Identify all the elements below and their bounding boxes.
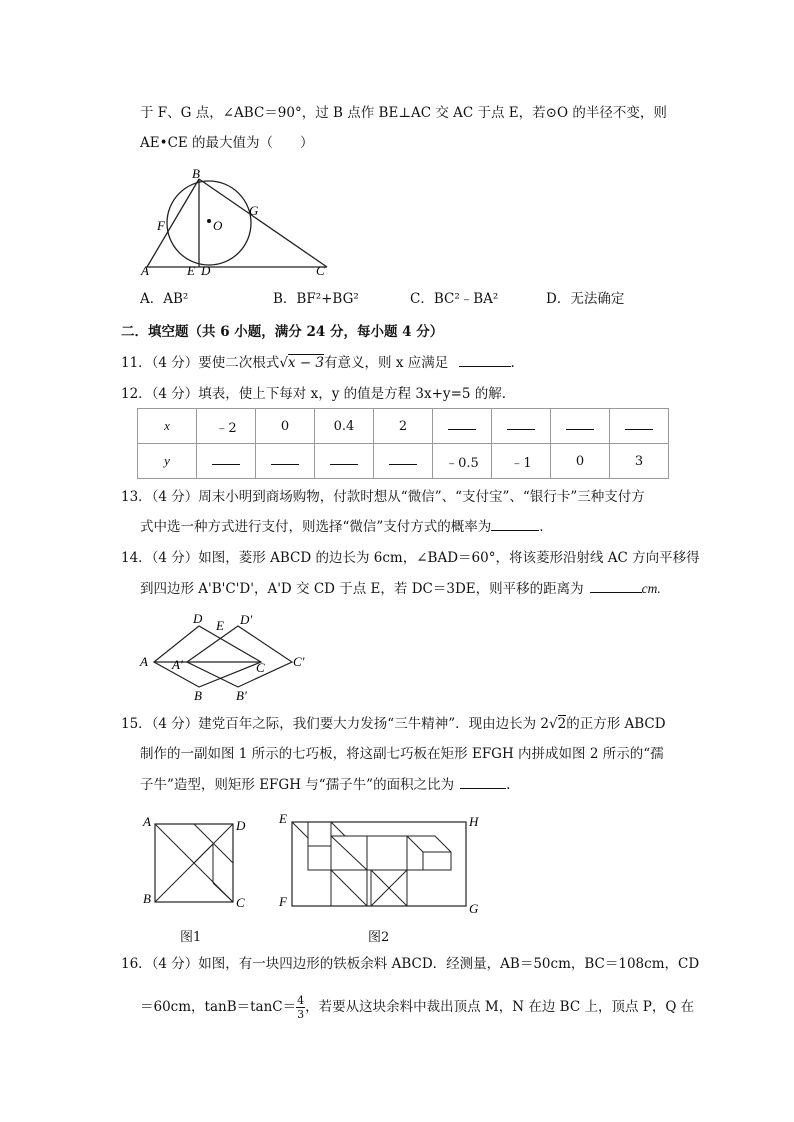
q15-line2: 制作的一副如图 1 所示的七巧板，将这副七巧板在矩形 EFGH 内拼成如图 2 所示的“孺 bbox=[140, 746, 664, 762]
q15-fig2-caption: 图2 bbox=[368, 930, 390, 945]
q12-y-blank-cell bbox=[374, 444, 433, 479]
q10-label-d: D bbox=[201, 263, 211, 276]
q15-tangram-figure-1 bbox=[140, 812, 260, 912]
q13-line1: 13．（4 分）周末小明到商场购物，付款时想从“微信”、“支付宝”、“银行卡”三种支付方 bbox=[121, 489, 645, 505]
table-row bbox=[138, 409, 669, 444]
q15-radical: √2 bbox=[549, 716, 567, 732]
q12-y-cell: ﹣0.5 bbox=[433, 444, 492, 479]
q15-fig2-label-h: H bbox=[469, 814, 479, 829]
q16-line1: 16．（4 分）如图，有一块四边形的铁板余料 ABCD．经测量，AB＝50cm，BC＝108cm，CD bbox=[121, 956, 700, 972]
q10-label-c: C bbox=[316, 263, 325, 276]
q10-label-a: A bbox=[141, 263, 149, 276]
q10-label-o: O bbox=[213, 218, 223, 233]
q15-fig2-label-g: G bbox=[469, 901, 479, 916]
q10-label-b: B bbox=[192, 166, 200, 181]
q10-label-e: E bbox=[187, 263, 195, 276]
q15-fig1-label-a: A bbox=[143, 814, 151, 829]
q14-line2: 到四边形 A'B'C'D'，A'D 交 CD 于点 E，若 DC＝3DE，则平移的距离为 cm. bbox=[140, 581, 661, 597]
q10-option-c: C．BC²﹣BA² bbox=[410, 291, 499, 307]
table-row bbox=[138, 444, 669, 479]
q14-label-a-prime: A′ bbox=[172, 657, 183, 672]
q12-y-cell: 3 bbox=[610, 444, 669, 479]
q12-x-blank-cell bbox=[433, 409, 492, 444]
q12-x-cell: 0 bbox=[256, 409, 315, 444]
q12-y-blank-cell bbox=[315, 444, 374, 479]
q14-answer-blank bbox=[590, 580, 642, 593]
q16-fraction: $\frac{4}{3}$ bbox=[297, 994, 305, 1021]
q14-label-a: A bbox=[140, 654, 148, 669]
q11-answer-blank bbox=[459, 354, 511, 367]
q11-text-after: 有意义，则 x 应满足 bbox=[324, 355, 449, 371]
q14-label-c: C bbox=[256, 660, 265, 675]
q11-line: 11．（4 分）要使二次根式√x − 3有意义，则 x 应满足 . bbox=[121, 355, 515, 371]
q10-line1: 于 F、G 点，∠ABC＝90°，过 B 点作 BE⊥AC 交 AC 于点 E，若⊙O 的半径不变，则 bbox=[140, 105, 667, 121]
q15-fig1-label-b: B bbox=[143, 891, 151, 906]
q10-label-f: F bbox=[157, 218, 165, 233]
q13-answer-blank bbox=[491, 518, 539, 531]
q15-fig1-label-d: D bbox=[236, 818, 246, 833]
q10-line2: AE•CE 的最大值为（ ） bbox=[140, 135, 314, 151]
q12-text: 12．（4 分）填表，使上下每对 x，y 的值是方程 3x+y=5 的解. bbox=[121, 386, 507, 402]
q12-y-cell: ﹣1 bbox=[492, 444, 551, 479]
q12-x-blank-cell bbox=[551, 409, 610, 444]
q10-option-a: A．AB² bbox=[140, 291, 189, 307]
q12-x-cell: 2 bbox=[374, 409, 433, 444]
q10-option-b: B．BF²+BG² bbox=[273, 291, 359, 307]
q15-fig2-label-e: E bbox=[279, 811, 287, 826]
q14-label-e: E bbox=[216, 618, 224, 633]
q15-line3: 子牛”造型，则矩形 EFGH 与“孺子牛”的面积之比为 . bbox=[140, 777, 511, 793]
q13-line2: 式中选一种方式进行支付，则选择“微信”支付方式的概率为 ． bbox=[140, 519, 553, 535]
q15-line1: 15．（4 分）建党百年之际，我们要大力发扬“三牛精神”．现由边长为 2√2的正方形 ABCD bbox=[121, 716, 666, 732]
q12-y-label: y bbox=[138, 444, 197, 479]
q15-answer-blank bbox=[460, 776, 506, 789]
q12-x-cell: 0.4 bbox=[315, 409, 374, 444]
q12-x-label: x bbox=[138, 409, 197, 444]
q12-x-blank-cell bbox=[610, 409, 669, 444]
q15-fig1-label-c: C bbox=[236, 895, 245, 910]
q12-table bbox=[137, 408, 669, 479]
q11-text-before: 11．（4 分）要使二次根式 bbox=[121, 355, 280, 371]
q11-radical: √x − 3 bbox=[279, 355, 325, 371]
q14-rhombus-figure bbox=[136, 610, 336, 702]
q15-tangram-figure-2 bbox=[275, 808, 495, 918]
q14-label-d-prime: D′ bbox=[240, 612, 253, 627]
q12-x-cell: ﹣2 bbox=[197, 409, 256, 444]
q16-line2: ＝60cm，tanB＝tanC＝ $\frac{4}{3}$ ，若要从这块余料中裁出顶点 M，N 在边 BC 上，顶点 P，Q 在 bbox=[140, 994, 695, 1021]
q14-label-b: B bbox=[194, 688, 202, 702]
section2-title: 二．填空题（共 6 小题，满分 24 分，每小题 4 分） bbox=[121, 324, 444, 340]
q12-y-blank-cell bbox=[256, 444, 315, 479]
q14-label-d: D bbox=[193, 611, 203, 626]
q14-label-c-prime: C′ bbox=[293, 654, 305, 669]
q12-y-blank-cell bbox=[197, 444, 256, 479]
q10-label-g: G bbox=[249, 203, 259, 218]
q12-x-blank-cell bbox=[492, 409, 551, 444]
q10-option-d: D．无法确定 bbox=[546, 291, 625, 307]
q15-fig2-label-f: F bbox=[279, 894, 287, 909]
q10-circle-triangle-figure bbox=[135, 166, 355, 276]
q12-y-cell: 0 bbox=[551, 444, 610, 479]
q14-label-b-prime: B′ bbox=[236, 688, 247, 702]
q15-fig1-caption: 图1 bbox=[180, 930, 202, 945]
q14-line1: 14．（4 分）如图，菱形 ABCD 的边长为 6cm，∠BAD＝60°，将该菱形沿射线 AC 方向平移得 bbox=[121, 550, 700, 566]
